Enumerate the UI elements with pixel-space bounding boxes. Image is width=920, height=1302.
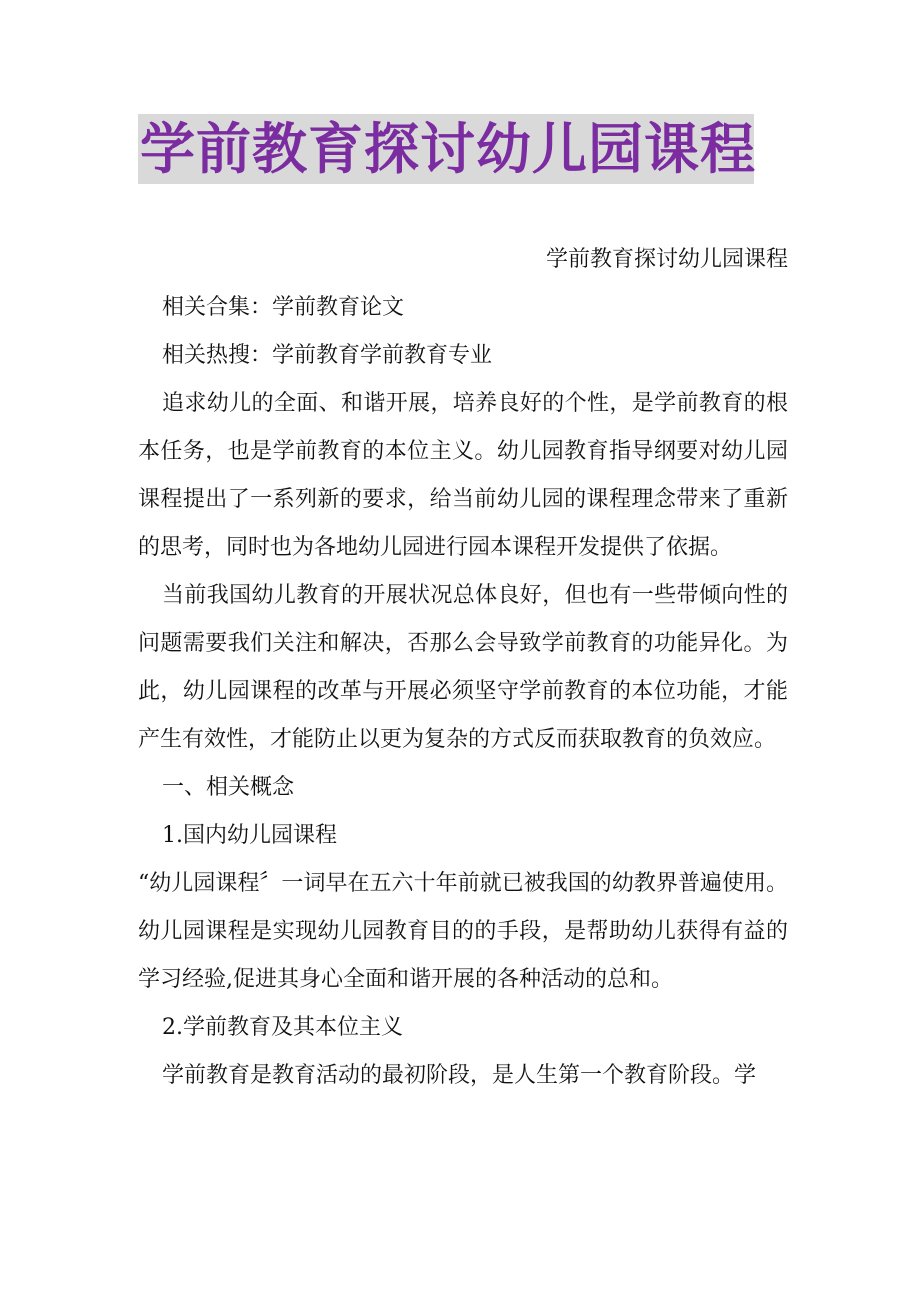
document-title: 学前教育探讨幼儿园课程: [140, 117, 757, 181]
section-heading-1: 一、相关概念: [162, 775, 295, 800]
paragraph-1: 追求幼儿的全面、和谐开展，培养良好的个性，是学前教育的根本任务，也是学前教育的本位主义。幼儿园教育指导纲要对幼儿园课程提出了一系列新的要求，给当前幼儿园的课程理念带来了重新的思考，同时也为各地幼儿园进行园本课程开发提供了依据。: [138, 391, 788, 560]
document-body: [138, 236, 788, 1100]
item-text-2: 学前教育是教育活动的最初阶段，是人生第一个教育阶段。学: [162, 1063, 757, 1088]
item-heading-2: 2.学前教育及其本位主义: [162, 1015, 403, 1040]
related-collection: 相关合集：学前教育论文: [162, 295, 405, 320]
item-heading-1: 1.国内幼儿园课程: [162, 823, 337, 848]
item-text-1: “幼儿园课程〞一词早在五六十年前就已被我国的幼教界普遍使用。幼儿园课程是实现幼儿园教育目的的手段，是帮助幼儿获得有益的学习经验,促进其身心全面和谐开展的各种活动的总和。: [138, 871, 788, 992]
related-search: 相关热搜：学前教育学前教育专业: [162, 343, 493, 368]
document-subtitle: 学前教育探讨幼儿园课程: [545, 247, 788, 272]
paragraph-2: 当前我国幼儿教育的开展状况总体良好，但也有一些带倾向性的问题需要我们关注和解决，否那么会导致学前教育的功能异化。为此，幼儿园课程的改革与开展必须坚守学前教育的本位功能，才能产生有效性，才能防止以更为复杂的方式反而获取教育的负效应。: [138, 583, 788, 752]
